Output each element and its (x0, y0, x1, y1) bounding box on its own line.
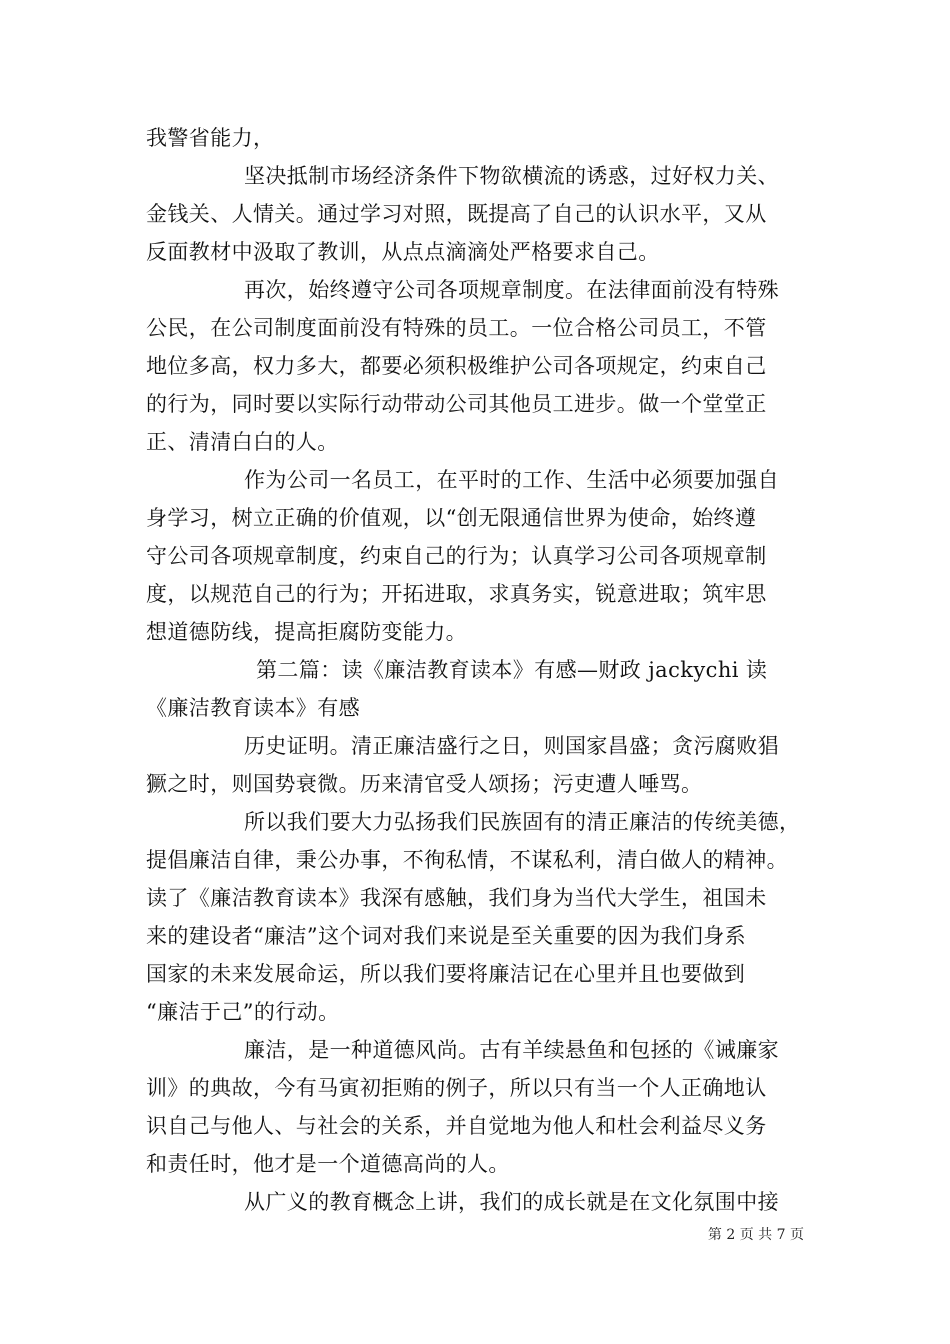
text-line: 提倡廉洁自律，秉公办事，不徇私情，不谋私利，清白做人的精神。 (146, 848, 788, 872)
paragraph-first-line: 坚决抵制市场经济条件下物欲横流的诱惑，过好权力关、 (244, 164, 779, 188)
text-line: 国家的未来发展命运，所以我们要将廉洁记在心里并且也要做到 (146, 962, 746, 986)
text-line: 读了《廉洁教育读本》我深有感触，我们身为当代大学生，祖国未 (146, 886, 767, 910)
paragraph-first-line: 从广义的教育概念上讲，我们的成长就是在文化氛围中接 (244, 1190, 779, 1214)
text-line: 公民，在公司制度面前没有特殊的员工。一位合格公司员工，不管 (146, 316, 767, 340)
text-line: 反面教材中汲取了教训，从点点滴滴处严格要求自己。 (146, 240, 660, 264)
section-heading-continued: 《廉洁教育读本》有感 (146, 696, 360, 720)
text-line: 的行为，同时要以实际行动带动公司其他员工进步。做一个堂堂正 (146, 392, 767, 416)
text-line: 和责任时，他才是一个道德高尚的人。 (146, 1152, 510, 1176)
paragraph-first-line: 作为公司一名员工，在平时的工作、生活中必须要加强自 (244, 468, 779, 492)
paragraph-first-line: 历史证明。清正廉洁盛行之日，则国家昌盛；贪污腐败猖 (244, 734, 779, 758)
text-line: 训》的典故，今有马寅初拒贿的例子，所以只有当一个人正确地认 (146, 1076, 767, 1100)
paragraph-first-line: 所以我们要大力弘扬我们民族固有的清正廉洁的传统美德， (244, 810, 801, 834)
page-indicator: 第 2 页 共 7 页 (707, 1227, 804, 1243)
paragraph-first-line: 廉洁，是一种道德风尚。古有羊续悬鱼和包拯的《诫廉家 (244, 1038, 779, 1062)
text-line: 识自己与他人、与社会的关系，并自觉地为他人和杜会利益尽义务 (146, 1114, 767, 1138)
text-line: 金钱关、人情关。通过学习对照，既提高了自己的认识水平，又从 (146, 202, 767, 226)
text-line: 我警省能力， (146, 126, 275, 150)
text-line: 度，以规范自己的行为；开拓进取，求真务实，锐意进取；筑牢思 (146, 582, 767, 606)
text-line: “廉洁于己”的行动。 (146, 1000, 340, 1024)
section-heading: 第二篇：读《廉洁教育读本》有感—财政 jackychi 读 (256, 658, 768, 682)
paragraph-first-line: 再次，始终遵守公司各项规章制度。在法律面前没有特殊 (244, 278, 779, 302)
text-line: 正、清清白白的人。 (146, 430, 339, 454)
text-line: 獗之时，则国势衰微。历来清官受人颂扬；污吏遭人唾骂。 (146, 772, 703, 796)
text-line: 地位多高，权力多大，都要必须积极维护公司各项规定，约束自己 (146, 354, 767, 378)
text-line: 想道德防线，提高拒腐防变能力。 (146, 620, 467, 644)
text-line: 来的建设者“廉洁”这个词对我们来说是至关重要的因为我们身系 (146, 924, 747, 948)
text-line: 身学习，树立正确的价值观，以“创无限通信世界为使命，始终遵 (146, 506, 757, 530)
text-line: 守公司各项规章制度，约束自己的行为；认真学习公司各项规章制 (146, 544, 767, 568)
